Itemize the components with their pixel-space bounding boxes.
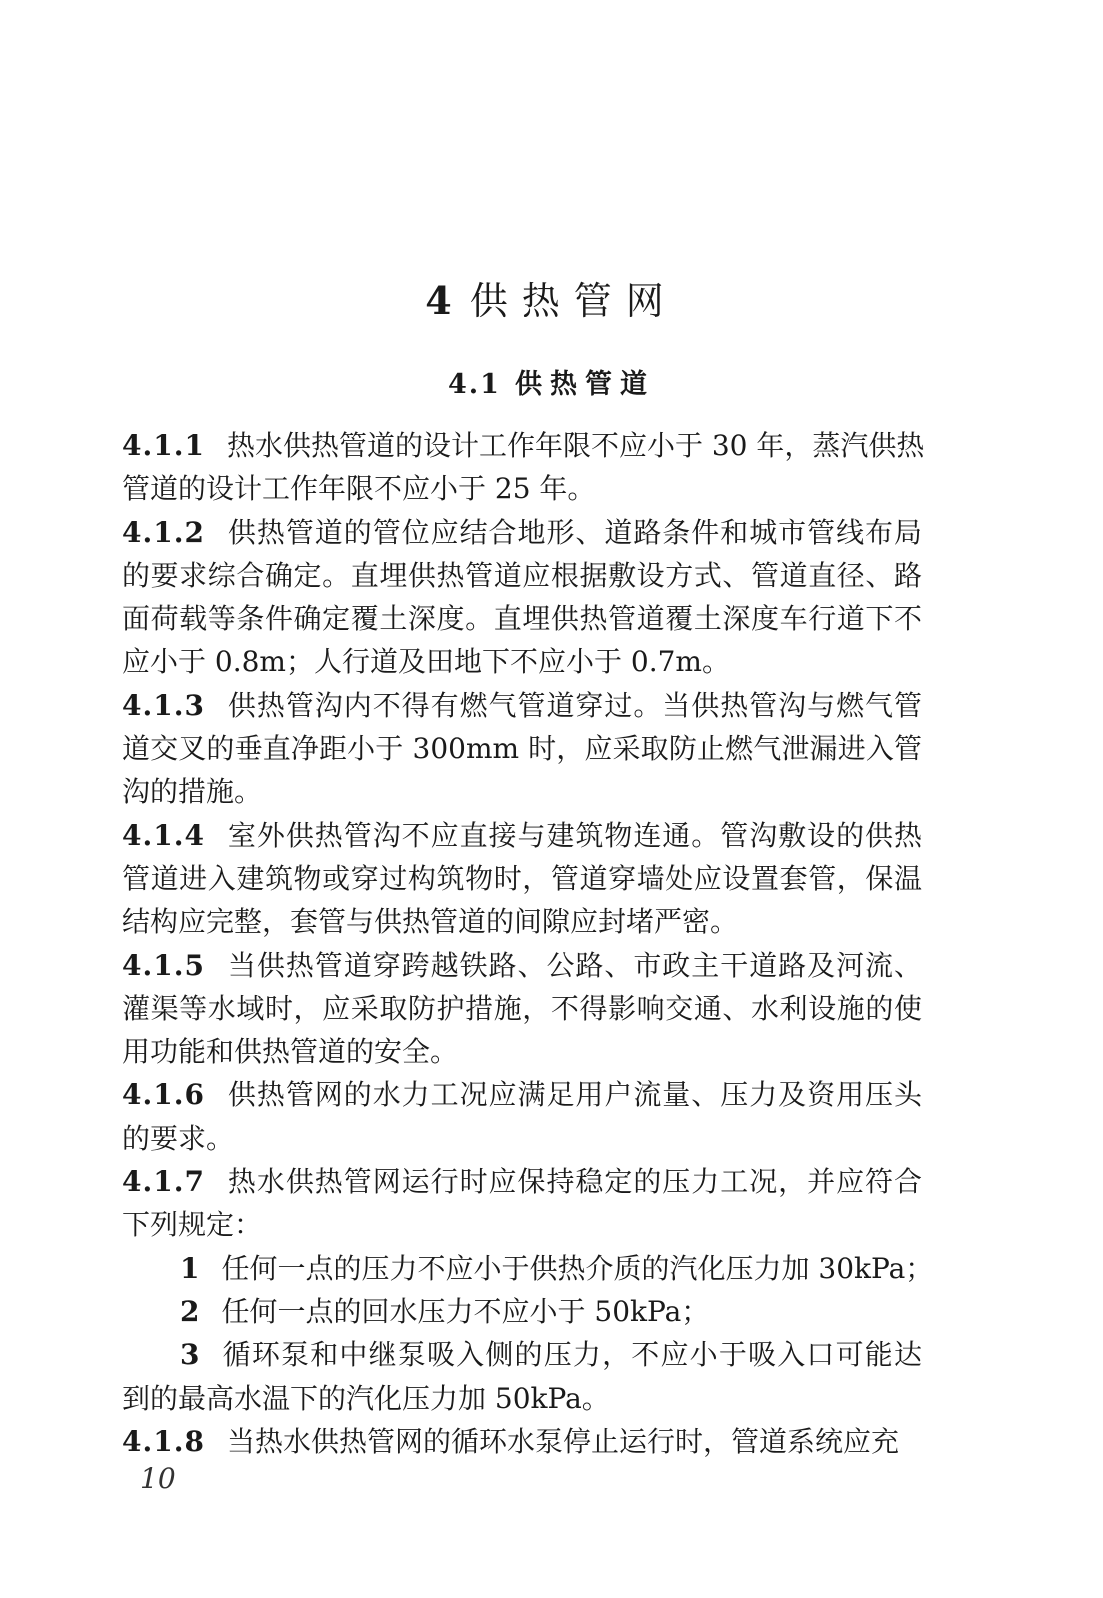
text-line [122, 727, 922, 770]
line-text: 任何一点的压力不应小于供热介质的汽化压力加 30kPa； [221, 1251, 934, 1285]
clause-number: 4.1.4 [122, 818, 205, 852]
clause-number: 4.1.2 [122, 515, 205, 549]
line-text: 沟的措施。 [122, 775, 263, 809]
line-text: 供热管网的水力工况应满足用户流量、压力及资用压头 [226, 1078, 922, 1112]
line-text: 当供热管道穿跨越铁路、公路、市政主干道路及河流、 [226, 948, 922, 982]
text-line [122, 1030, 922, 1073]
line-text: 用功能和供热管道的安全。 [122, 1035, 459, 1069]
text-line [122, 467, 922, 510]
text-line [122, 900, 922, 943]
clause-number: 4.1.8 [122, 1424, 205, 1458]
chapter-title [0, 270, 1103, 325]
text-line [122, 511, 922, 554]
item-number: 3 [180, 1338, 200, 1372]
text-line [122, 857, 922, 900]
line-text: 供热管沟内不得有燃气管道穿过。当供热管沟与燃气管 [226, 688, 922, 722]
text-line [122, 1333, 922, 1376]
text-line [122, 424, 925, 467]
chapter-title-text: 供热管网 [469, 279, 678, 323]
clause-number: 4.1.1 [122, 429, 205, 462]
line-text: 任何一点的回水压力不应小于 50kPa； [221, 1294, 710, 1328]
line-text: 供热管道的管位应结合地形、道路条件和城市管线布局 [226, 515, 922, 549]
line-text: 面荷载等条件确定覆土深度。直埋供热管道覆土深度车行道下不 [122, 602, 922, 636]
clause-number: 4.1.5 [122, 948, 205, 982]
line-text: 的要求。 [122, 1121, 235, 1155]
text-line [122, 1160, 922, 1203]
text-line [122, 814, 922, 857]
page-number: 10 [140, 1462, 176, 1495]
line-text: 管道的设计工作年限不应小于 25 年。 [122, 472, 596, 506]
text-line [122, 640, 922, 683]
line-text: 应小于 0.8m；人行道及田地下不应小于 0.7m。 [122, 645, 730, 679]
clause-number: 4.1.3 [122, 688, 205, 722]
document-body [122, 424, 934, 1463]
text-line [122, 987, 922, 1030]
section-number: 4.1 [448, 369, 501, 400]
chapter-number: 4 [425, 278, 452, 323]
text-line [122, 944, 922, 987]
line-text: 热水供热管网运行时应保持稳定的压力工况，并应符合 [226, 1165, 922, 1199]
text-line [122, 1117, 922, 1160]
line-text: 热水供热管道的设计工作年限不应小于 30 年，蒸汽供热 [226, 429, 925, 462]
item-number: 2 [180, 1294, 200, 1328]
line-text: 下列规定： [122, 1208, 263, 1242]
clause-number: 4.1.6 [122, 1078, 205, 1112]
line-text: 当热水供热管网的循环水泵停止运行时，管道系统应充 [226, 1424, 899, 1458]
text-line [122, 1290, 922, 1333]
line-text: 管道进入建筑物或穿过构筑物时，管道穿墙处应设置套管，保温 [122, 861, 922, 895]
text-line [122, 684, 922, 727]
line-text: 循环泵和中继泵吸入侧的压力，不应小于吸入口可能达 [221, 1338, 922, 1372]
text-line [122, 1247, 934, 1290]
line-text: 道交叉的垂直净距小于 300mm 时，应采取防止燃气泄漏进入管 [122, 732, 922, 766]
text-line [122, 770, 922, 813]
text-line [122, 554, 922, 597]
text-line [122, 1377, 922, 1420]
item-number: 1 [180, 1251, 200, 1285]
text-line [122, 1420, 922, 1463]
line-text: 的要求综合确定。直埋供热管道应根据敷设方式、管道直径、路 [122, 558, 922, 592]
line-text: 到的最高水温下的汽化压力加 50kPa。 [122, 1381, 610, 1415]
line-text: 室外供热管沟不应直接与建筑物连通。管沟敷设的供热 [226, 818, 922, 852]
section-title-text: 供热管道 [514, 369, 655, 400]
text-line [122, 597, 922, 640]
section-title [0, 362, 1103, 401]
line-text: 灌渠等水域时，应采取防护措施，不得影响交通、水利设施的使 [122, 991, 922, 1025]
clause-number: 4.1.7 [122, 1165, 205, 1199]
text-line [122, 1203, 922, 1246]
text-line [122, 1073, 922, 1116]
line-text: 结构应完整，套管与供热管道的间隙应封堵严密。 [122, 905, 739, 939]
